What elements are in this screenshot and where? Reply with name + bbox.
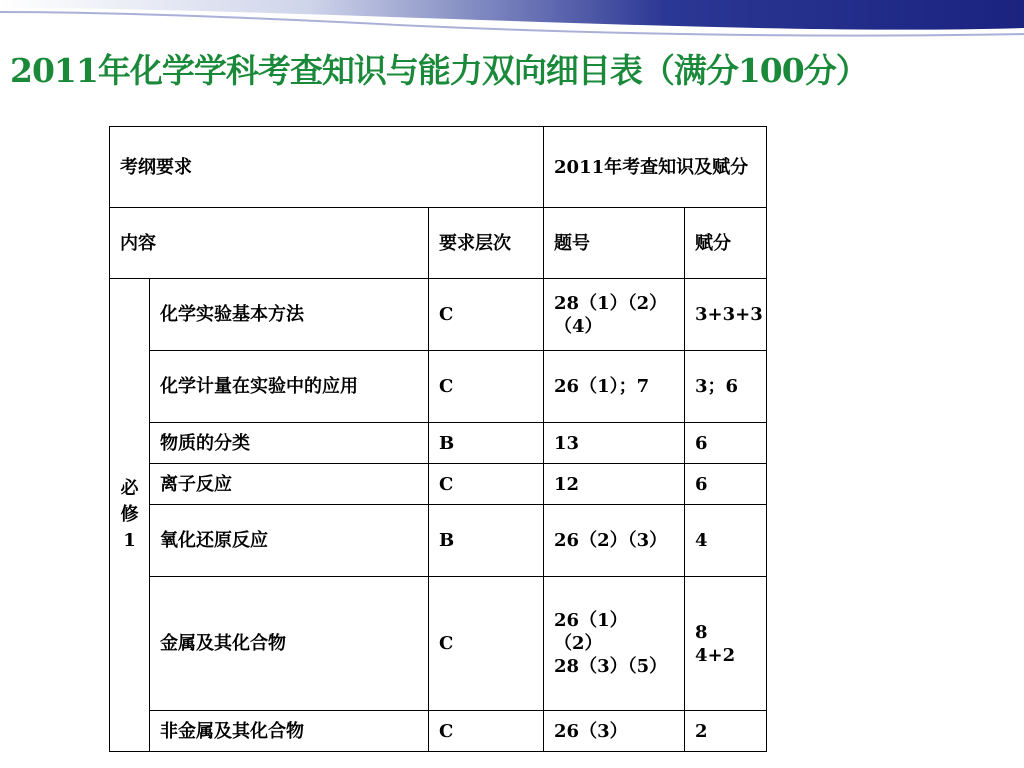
header-row-1 bbox=[110, 127, 767, 208]
header-content: 内容 bbox=[110, 208, 429, 279]
row-question-no: 12 bbox=[544, 464, 685, 505]
header-row-2 bbox=[110, 208, 767, 279]
row-level: C bbox=[429, 711, 544, 752]
row-content: 氧化还原反应 bbox=[150, 505, 429, 577]
row-content: 化学计量在实验中的应用 bbox=[150, 351, 429, 423]
row-question-no: 13 bbox=[544, 423, 685, 464]
table-row bbox=[110, 464, 767, 505]
row-level: B bbox=[429, 505, 544, 577]
slide-title: 2011年化学学科考查知识与能力双向细目表（满分100分） bbox=[10, 51, 868, 90]
row-level: C bbox=[429, 279, 544, 351]
table-row bbox=[110, 505, 767, 577]
row-level: C bbox=[429, 577, 544, 711]
table-row bbox=[110, 279, 767, 351]
row-question-no: 28（1）（2）（4） bbox=[544, 279, 685, 351]
header-wave-band bbox=[0, 0, 1024, 40]
category-char: 修 bbox=[120, 504, 139, 525]
category-char: 1 bbox=[123, 530, 136, 551]
row-content: 物质的分类 bbox=[150, 423, 429, 464]
row-question-no: 26（1） （2） 28（3）（5） bbox=[544, 577, 685, 711]
row-score: 2 bbox=[685, 711, 767, 752]
row-content: 离子反应 bbox=[150, 464, 429, 505]
header-exam-knowledge: 2011年考查知识及赋分 bbox=[544, 127, 767, 208]
row-question-no: 26（3） bbox=[544, 711, 685, 752]
row-question-no: 26（1）；7 bbox=[544, 351, 685, 423]
table-row bbox=[110, 711, 767, 752]
knowledge-ability-table bbox=[109, 126, 767, 752]
row-score: 3+3+3 bbox=[685, 279, 767, 351]
header-score: 赋分 bbox=[685, 208, 767, 279]
category-char: 必 bbox=[120, 478, 139, 499]
header-requirements: 考纲要求 bbox=[110, 127, 544, 208]
row-content: 金属及其化合物 bbox=[150, 577, 429, 711]
row-level: C bbox=[429, 351, 544, 423]
row-score: 4 bbox=[685, 505, 767, 577]
row-score: 3；6 bbox=[685, 351, 767, 423]
row-score: 8 4+2 bbox=[685, 577, 767, 711]
row-score: 6 bbox=[685, 464, 767, 505]
row-content: 非金属及其化合物 bbox=[150, 711, 429, 752]
table-row bbox=[110, 577, 767, 711]
row-level: B bbox=[429, 423, 544, 464]
table-row bbox=[110, 423, 767, 464]
table-row bbox=[110, 351, 767, 423]
row-score: 6 bbox=[685, 423, 767, 464]
row-level: C bbox=[429, 464, 544, 505]
row-question-no: 26（2）（3） bbox=[544, 505, 685, 577]
category-cell bbox=[110, 279, 150, 752]
row-content: 化学实验基本方法 bbox=[150, 279, 429, 351]
header-question-no: 题号 bbox=[544, 208, 685, 279]
header-level: 要求层次 bbox=[429, 208, 544, 279]
